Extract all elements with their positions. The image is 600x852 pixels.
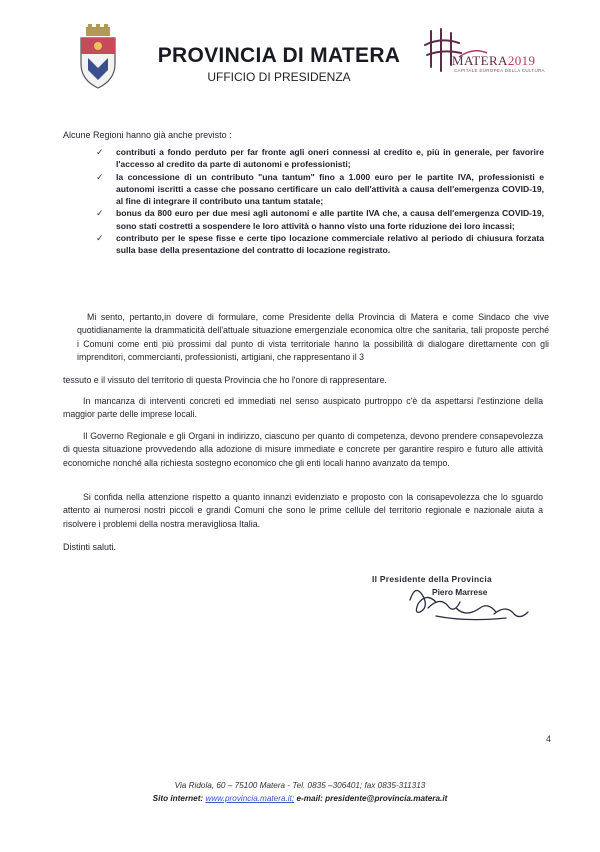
- footer-address: Via Ridola, 60 – 75100 Matera - Tel. 0835 –306401; fax 0835-311313: [174, 781, 426, 790]
- checkmark-icon: ✓: [96, 147, 104, 157]
- intro-line: Alcune Regioni hanno già anche previsto :: [63, 130, 232, 140]
- list-item: ✓ contributi a fondo perduto per far fronte agli oneri connessi al credito e, più in generale, per favorire l'accesso al credito da parte di autonomi e professionisti;: [96, 147, 544, 170]
- office-subtitle: UFFICIO DI PRESIDENZA: [207, 70, 351, 84]
- matera-logo-tagline: CAPITALE EUROPEA DELLA CULTURA: [454, 68, 545, 73]
- email-link[interactable]: presidente@provincia.matera.it: [325, 794, 448, 803]
- paragraph-2: In mancanza di interventi concreti ed immediati nel senso auspicato purtroppo c'è da aspettarsi l'estinzione della maggior parte delle imprese locali.: [63, 396, 543, 420]
- footer-contacts: Sito internet: www.provincia.matera.it; e-mail: presidente@provincia.matera.it: [152, 794, 448, 803]
- signatory-name: Piero Marrese: [432, 587, 488, 597]
- paragraph-4: Si confida nella attenzione rispetto a quanto innanzi evidenziato e proposto con la consapevolezza che lo sguardo attento ai numerosi nostri piccoli e grandi Comuni che sono le prime cellule del territorio regionale e nazionale aiuta a risolvere i problemi della nostra meravigliosa Italia.: [63, 492, 543, 529]
- signatory-title: Il Presidente della Provincia: [372, 574, 492, 584]
- list-item: ✓ contributo per le spese fisse e certe tipo locazione commerciale relativo al periodo di chiusura forzata sulla base della presentazione del contratto di locazione registrato.: [96, 233, 544, 256]
- closing-salutation: Distinti saluti.: [63, 542, 117, 552]
- checkmark-icon: ✓: [96, 171, 104, 182]
- province-crest-icon: [77, 24, 119, 90]
- checkmark-icon: ✓: [96, 208, 104, 219]
- paragraph-3: Il Governo Regionale e gli Organi in indirizzo, ciascuno per quanto di competenza, devono prendere consapevolezza di questa situazione provvedendo alla adozione di misure immediate e concrete per garantire respiro e futuro alle attività economiche nonché alla richiesta sostegno economico che gli enti locali hanno avanzato da tempo.: [63, 431, 543, 468]
- handwritten-signature-icon: [396, 578, 546, 628]
- website-link[interactable]: www.provincia.matera.it;: [205, 794, 295, 803]
- page-title: PROVINCIA DI MATERA: [157, 44, 401, 67]
- checkmark-icon: ✓: [96, 233, 104, 244]
- list-item: ✓ bonus da 800 euro per due mesi agli autonomi e alle partite IVA che, a causa dell'emergenza COVID-19, sono stati costretti a sospendere le loro attività o hanno visto una forte riduzione dei loro incassi;: [96, 208, 544, 231]
- paragraph-1: Mi sento, pertanto,in dovere di formulare, come Presidente della Provincia di Matera e come Sindaco che vive quotidianamente la drammaticità dell'attuale situazione emergenziale economica oltre che sanitaria, tali proposte perché i Comuni come enti più prossimi dal punto di vista territoriale hanno la possibilità di dialogare direttamente con gli imprenditori, commercianti, professionisti, artigiani, che rappresentano il 3: [77, 312, 549, 363]
- list-item: ✓ la concessione di un contributo "una tantum" fino a 1.000 euro per le partite IVA, professionisti e autonomi iscritti a casse che possano certificare un calo dell'attività a causa dell'emergenza COVID-19, al fine di integrare il contributo una tantum statale;: [96, 171, 544, 207]
- page-number: 4: [546, 734, 552, 744]
- matera-logo-text: MATERA2019: [452, 53, 536, 68]
- measures-list: [96, 146, 544, 257]
- paragraph-1-continued: tessuto e il vissuto del territorio di questa Provincia che ho l'onore di rappresentare.: [63, 375, 387, 385]
